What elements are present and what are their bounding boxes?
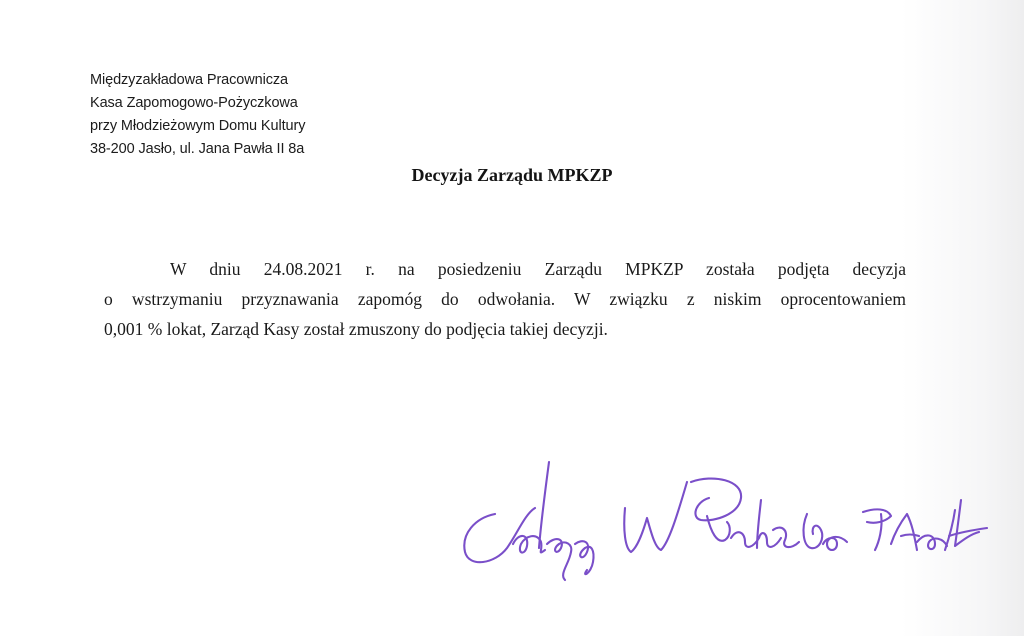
organization-letterhead (90, 69, 305, 161)
handwritten-signature (455, 452, 995, 592)
body-line-2: o wstrzymaniu przyznawania zapomóg do odwołania. W związku z niskim oprocentowaniem (104, 289, 906, 309)
letterhead-line-organization-name: Międzyzakładowa Pracownicza (90, 72, 288, 88)
document-body (104, 254, 906, 344)
letterhead-line-fund-name: Kasa Zapomogowo-Pożyczkowa (90, 95, 298, 111)
letterhead-line-address: 38-200 Jasło, ul. Jana Pawła II 8a (90, 141, 305, 157)
document-title: Decyzja Zarządu MPKZP (411, 165, 613, 185)
body-line-1: W dniu 24.08.2021 r. na posiedzeniu Zarządu MPKZP została podjęta decyzja (170, 259, 906, 279)
body-line-3: 0,001 % lokat, Zarząd Kasy został zmuszony do podjęcia takiej decyzji. (104, 319, 608, 339)
letterhead-line-affiliation: przy Młodzieżowym Domu Kultury (90, 118, 306, 134)
